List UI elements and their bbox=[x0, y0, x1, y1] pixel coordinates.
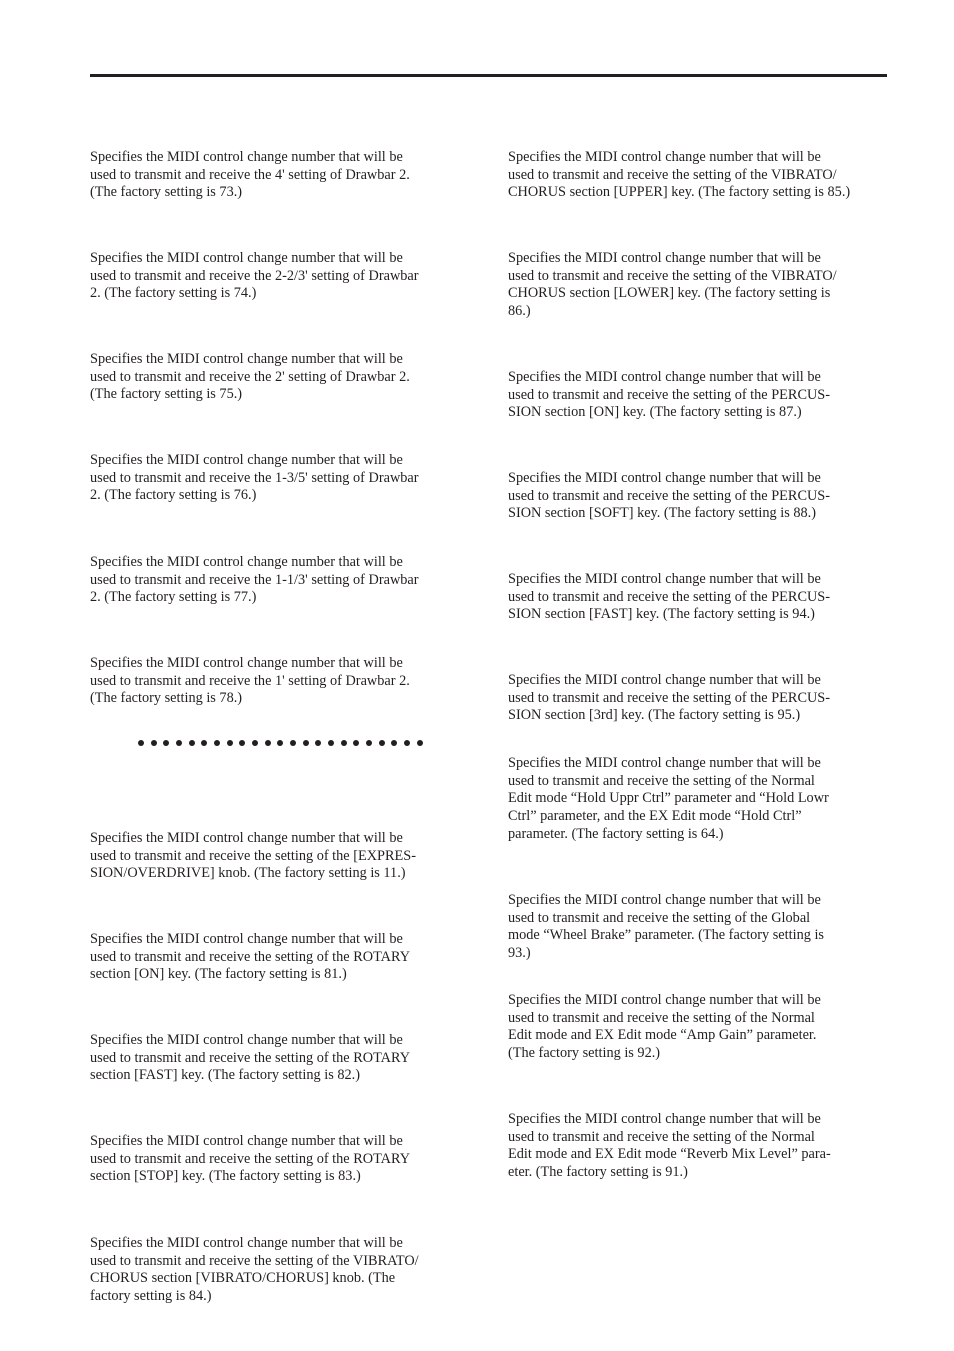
left-paragraph-rotary-stop: Specifies the MIDI control change number that will be used to transmit and receive the setting of the ROTARY section [STOP] key. (The factory setting is 83.) bbox=[90, 1133, 411, 1185]
right-paragraph-hold-ctrl: Specifies the MIDI control change number that will be used to transmit and receive the setting of the Normal Edit mode “Hold Uppr Ctrl” parameter and “Hold Lowr Ctrl” parameter, and the EX Edit mode “Hold Ctrl” parameter. (The factory setting is 64.) bbox=[508, 755, 829, 842]
left-paragraph-expression-overdrive: Specifies the MIDI control change number that will be used to transmit and receive the setting of the [EXPRES- SION/OVERDRIVE] knob. (The factory setting is 11.) bbox=[90, 830, 416, 882]
header-rule bbox=[90, 74, 887, 77]
right-paragraph-percussion-fast: Specifies the MIDI control change number that will be used to transmit and receive the setting of the PERCUS- SION section [FAST] key. (The factory setting is 94.) bbox=[508, 571, 831, 623]
separator-dot bbox=[303, 740, 309, 746]
separator-dot bbox=[176, 740, 182, 746]
left-paragraph-drawbar2-2-2-3ft: Specifies the MIDI control change number that will be used to transmit and receive the 2-2/3' setting of Drawbar 2. (The factory setting is 74.) bbox=[90, 250, 419, 302]
separator-dot bbox=[391, 740, 397, 746]
right-paragraph-wheel-brake: Specifies the MIDI control change number that will be used to transmit and receive the setting of the Global mode “Wheel Brake” parameter. (The factory setting is 93.) bbox=[508, 892, 824, 962]
left-paragraph-drawbar2-1ft: Specifies the MIDI control change number that will be used to transmit and receive the 1' setting of Drawbar 2. (The factory setting is 78.) bbox=[90, 655, 410, 707]
right-paragraph-vibrato-lower: Specifies the MIDI control change number that will be used to transmit and receive the setting of the VIBRATO/ CHORUS section [LOWER] key. (The factory setting is 86.) bbox=[508, 250, 837, 320]
right-paragraph-percussion-soft: Specifies the MIDI control change number that will be used to transmit and receive the setting of the PERCUS- SION section [SOFT] key. (The factory setting is 88.) bbox=[508, 470, 831, 522]
right-paragraph-vibrato-upper: Specifies the MIDI control change number that will be used to transmit and receive the setting of the VIBRATO/ CHORUS section [UPPER] key. (The factory setting is 85.) bbox=[508, 149, 851, 201]
separator-dot bbox=[151, 740, 157, 746]
right-paragraph-amp-gain: Specifies the MIDI control change number that will be used to transmit and receive the setting of the Normal Edit mode and EX Edit mode “Amp Gain” parameter. (The factory setting is 92.) bbox=[508, 992, 821, 1062]
left-paragraph-drawbar2-1-1-3ft: Specifies the MIDI control change number that will be used to transmit and receive the 1-1/3' setting of Drawbar 2. (The factory setting is 77.) bbox=[90, 554, 419, 606]
separator-dot bbox=[366, 740, 372, 746]
separator-dot bbox=[201, 740, 207, 746]
left-paragraph-drawbar2-1-3-5ft: Specifies the MIDI control change number that will be used to transmit and receive the 1-3/5' setting of Drawbar 2. (The factory setting is 76.) bbox=[90, 452, 419, 504]
separator-dot bbox=[290, 740, 296, 746]
separator-dot bbox=[252, 740, 258, 746]
separator-dot bbox=[353, 740, 359, 746]
separator-dot bbox=[315, 740, 321, 746]
left-paragraph-rotary-on: Specifies the MIDI control change number that will be used to transmit and receive the setting of the ROTARY section [ON] key. (The factory setting is 81.) bbox=[90, 931, 411, 983]
separator-dot bbox=[265, 740, 271, 746]
separator-dot bbox=[138, 740, 144, 746]
left-paragraph-vibrato-chorus-knob: Specifies the MIDI control change number that will be used to transmit and receive the setting of the VIBRATO/ CHORUS section [VIBRATO/CHORUS] knob. (The factory setting is 84.) bbox=[90, 1235, 419, 1305]
separator-dot bbox=[189, 740, 195, 746]
right-paragraph-reverb-mix-level: Specifies the MIDI control change number that will be used to transmit and receive the setting of the Normal Edit mode and EX Edit mode “Reverb Mix Level” para- eter. (The factory setting is 91.) bbox=[508, 1111, 831, 1181]
separator-dot bbox=[404, 740, 410, 746]
dotted-separator bbox=[138, 737, 423, 749]
right-paragraph-percussion-3rd: Specifies the MIDI control change number that will be used to transmit and receive the setting of the PERCUS- SION section [3rd] key. (The factory setting is 95.) bbox=[508, 672, 831, 724]
separator-dot bbox=[239, 740, 245, 746]
left-paragraph-drawbar2-2ft: Specifies the MIDI control change number that will be used to transmit and receive the 2' setting of Drawbar 2. (The factory setting is 75.) bbox=[90, 351, 410, 403]
left-paragraph-drawbar2-4ft: Specifies the MIDI control change number that will be used to transmit and receive the 4' setting of Drawbar 2. (The factory setting is 73.) bbox=[90, 149, 410, 201]
separator-dot bbox=[277, 740, 283, 746]
separator-dot bbox=[417, 740, 423, 746]
separator-dot bbox=[379, 740, 385, 746]
separator-dot bbox=[163, 740, 169, 746]
separator-dot bbox=[214, 740, 220, 746]
separator-dot bbox=[227, 740, 233, 746]
separator-dot bbox=[341, 740, 347, 746]
right-paragraph-percussion-on: Specifies the MIDI control change number that will be used to transmit and receive the setting of the PERCUS- SION section [ON] key. (The factory setting is 87.) bbox=[508, 369, 831, 421]
separator-dot bbox=[328, 740, 334, 746]
left-paragraph-rotary-fast: Specifies the MIDI control change number that will be used to transmit and receive the setting of the ROTARY section [FAST] key. (The factory setting is 82.) bbox=[90, 1032, 411, 1084]
